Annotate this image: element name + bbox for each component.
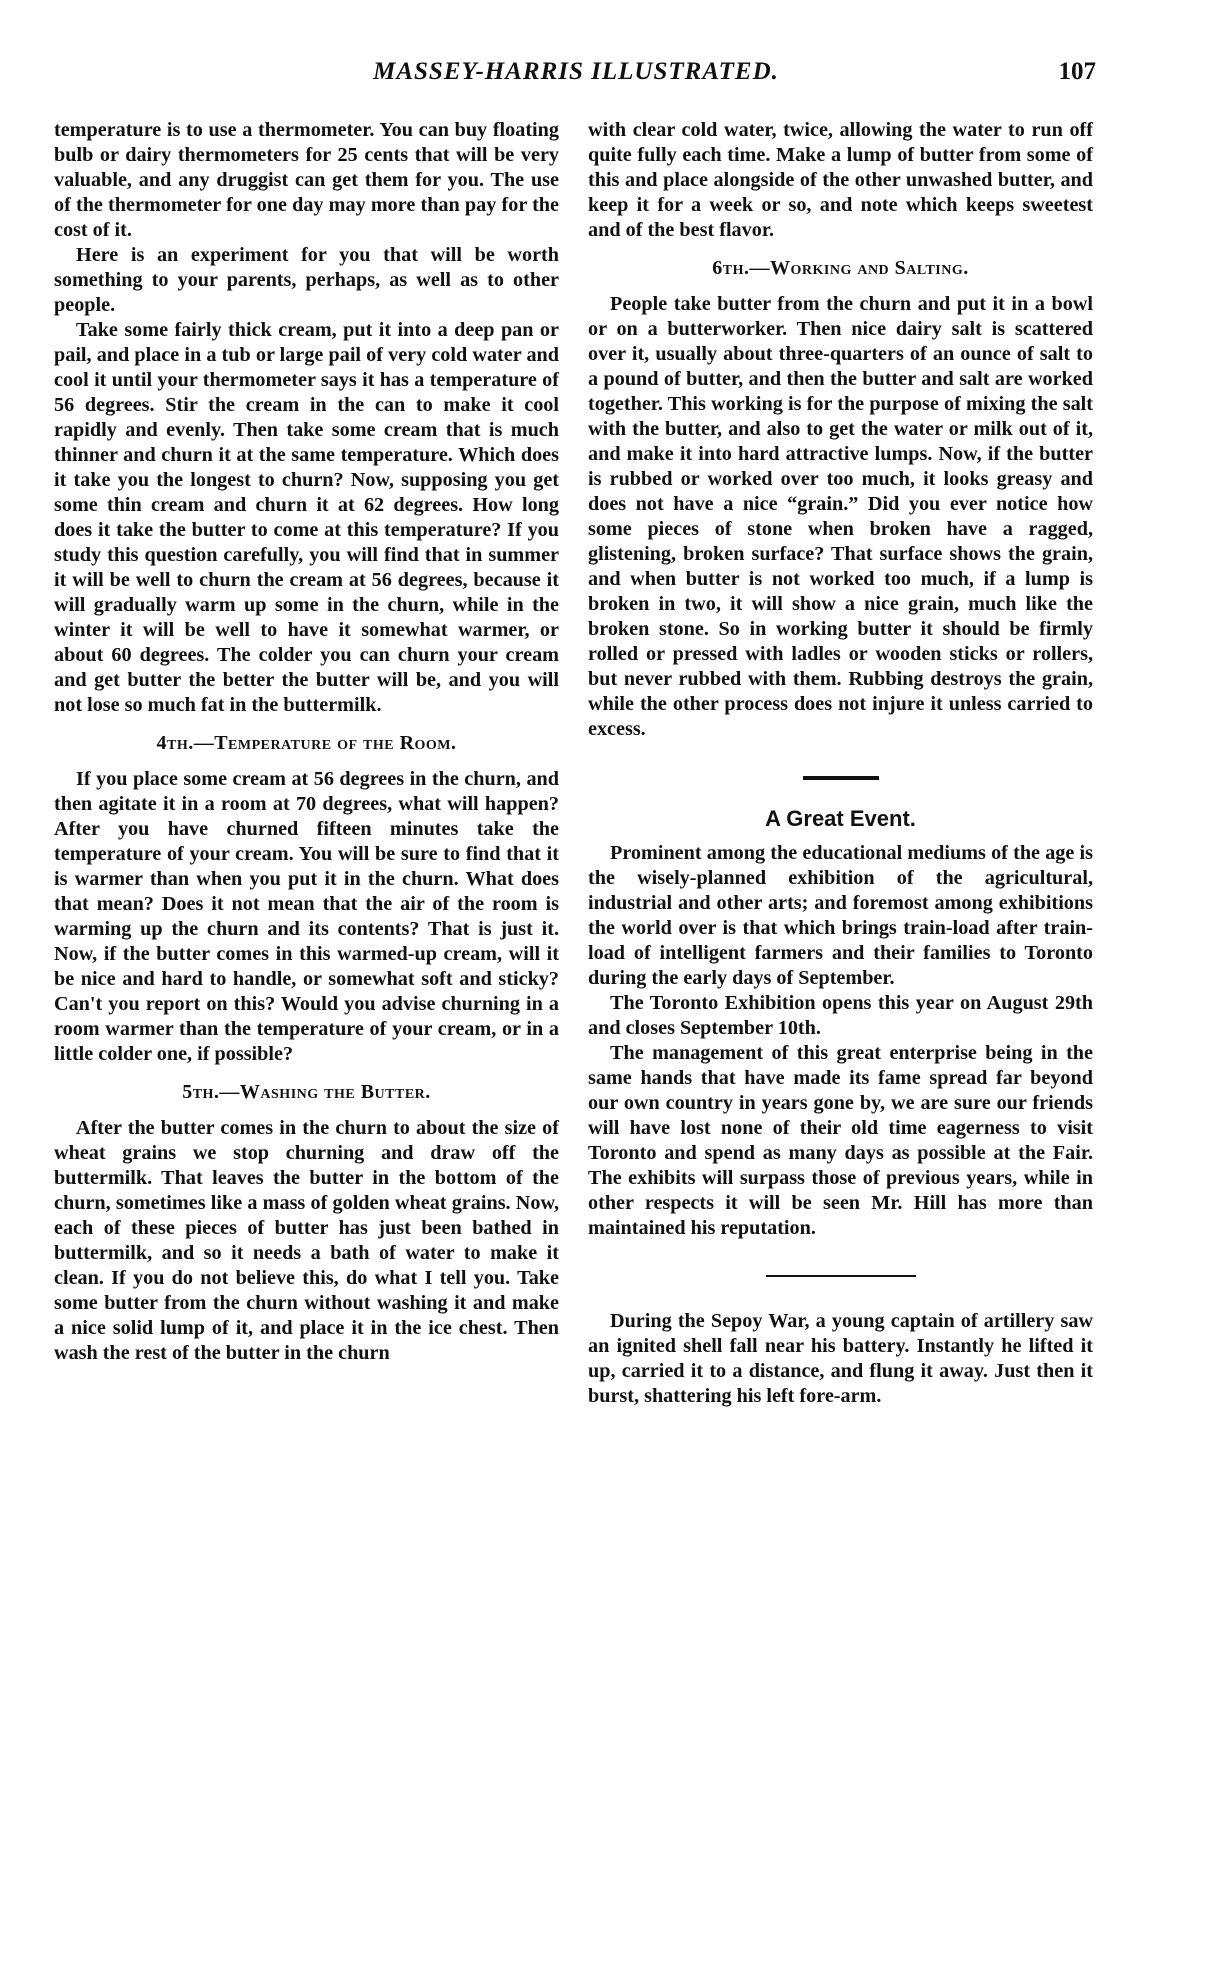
paragraph: People take butter from the churn and put it in a bowl or on a butterworker. Then nice dairy salt is scattered over it, usually about three-quarters of an ounce of salt to a pound of butter, and then the butter and salt are worked together. This working is for the purpose of mixing the salt with the butter, and also to get the water or milk out of it, and make it into hard attractive lumps. Now, if the butter is rubbed or worked over too much, it looks greasy and does not have a nice “grain.” Did you ever notice how some pieces of stone when broken have a ragged, glistening, broken surface? That surface shows the grain, and when butter is not worked too much, if a lump is broken in two, it will show a nice grain, much like the broken stone. So in working butter it should be firmly rolled or pressed with ladles or wooden sticks or rollers, but never rubbed with them. Rubbing destroys the grain, while the other process does not injure it unless carried to excess.	[588, 293, 1093, 740]
paragraph: Prominent among the educational mediums of the age is the wisely-planned exhibition of the agricultural, industrial and other arts; and foremost among exhibitions the world over is that which brings train-load after train-load of intelligent farmers and their families to Toronto during the early days of September.	[588, 842, 1093, 989]
divider-rule	[766, 1275, 916, 1277]
left-column	[54, 118, 559, 1366]
divider-rule	[803, 776, 879, 780]
page-number: 107	[1058, 58, 1096, 85]
paragraph: During the Sepoy War, a young captain of artillery saw an ignited shell fall near his battery. Instantly he lifted it up, carried it to a distance, and flung it away. Just then it burst, shattering his left fore-arm.	[588, 1310, 1093, 1407]
page-header	[56, 58, 1096, 98]
paragraph: with clear cold water, twice, allowing the water to run off quite fully each time. Make a lump of butter from some of this and place alongside of the other unwashed butter, and keep it for a week or so, and note which keeps sweetest and of the best flavor.	[588, 119, 1093, 241]
paragraph: temperature is to use a thermometer. You can buy floating bulb or dairy thermometers for 25 cents that will be very valuable, and any druggist can get them for you. The use of the thermometer for one day may more than pay for the cost of it.	[54, 119, 559, 241]
section-heading-temperature-of-room: 4th.—Temperature of the Room.	[156, 732, 457, 754]
right-column	[588, 118, 1093, 1409]
article-title: A Great Event.	[765, 806, 916, 831]
paragraph: Here is an experiment for you that will be worth something to your parents, perhaps, as well as to other people.	[54, 244, 559, 316]
running-title: MASSEY-HARRIS ILLUSTRATED.	[373, 58, 779, 85]
paragraph: If you place some cream at 56 degrees in the churn, and then agitate it in a room at 70 degrees, what will happen? After you have churned fifteen minutes take the temperature of your cream. You will be sure to find that it is warmer than when you put it in the churn. What does that mean? Does it not mean that the air of the room is warming up the churn and its contents? That is just it. Now, if the butter comes in this warmed-up cream, will it be nice and hard to handle, or somewhat soft and sticky? Can't you report on this? Would you advise churning in a room warmer than the temperature of your cream, or in a little colder one, if possible?	[54, 768, 559, 1065]
paragraph: After the butter comes in the churn to about the size of wheat grains we stop churning and draw off the buttermilk. That leaves the butter in the bottom of the churn, sometimes like a mass of golden wheat grains. Now, each of these pieces of butter has just been bathed in buttermilk, and so it needs a bath of water to make it clean. If you do not believe this, do what I tell you. Take some butter from the churn without washing it and make a nice solid lump of it, and place it in the ice chest. Then wash the rest of the butter in the churn	[54, 1117, 559, 1364]
paragraph: Take some fairly thick cream, put it into a deep pan or pail, and place in a tub or large pail of very cold water and cool it until your thermometer says it has a temperature of 56 degrees. Stir the cream in the can to make it cool rapidly and evenly. Then take some cream that is much thinner and churn it at the same temperature. Which does it take you the longest to churn? Now, supposing you get some thin cream and churn it at 62 degrees. How long does it take the butter to come at this temperature? If you study this question carefully, you will find that in summer it will be well to churn the cream at 56 degrees, because it will gradually warm up some in the churn, while in the winter it will be well to have it somewhat warmer, or about 60 degrees. The colder you can churn your cream and get butter the better the butter will be, and you will not lose so much fat in the buttermilk.	[54, 319, 559, 716]
section-heading-working-salting: 6th.—Working and Salting.	[712, 257, 969, 279]
paragraph: The management of this great enterprise being in the same hands that have made its fame spread far beyond our own country in years gone by, we are sure our friends will have lost none of their old time eagerness to visit Toronto and spend as many days as possible at the Fair. The exhibits will surpass those of previous years, while in other respects it will be seen Mr. Hill has more than maintained his reputation.	[588, 1042, 1093, 1239]
section-heading-washing-butter: 5th.—Washing the Butter.	[182, 1081, 431, 1103]
paragraph: The Toronto Exhibition opens this year on August 29th and closes September 10th.	[588, 992, 1093, 1039]
